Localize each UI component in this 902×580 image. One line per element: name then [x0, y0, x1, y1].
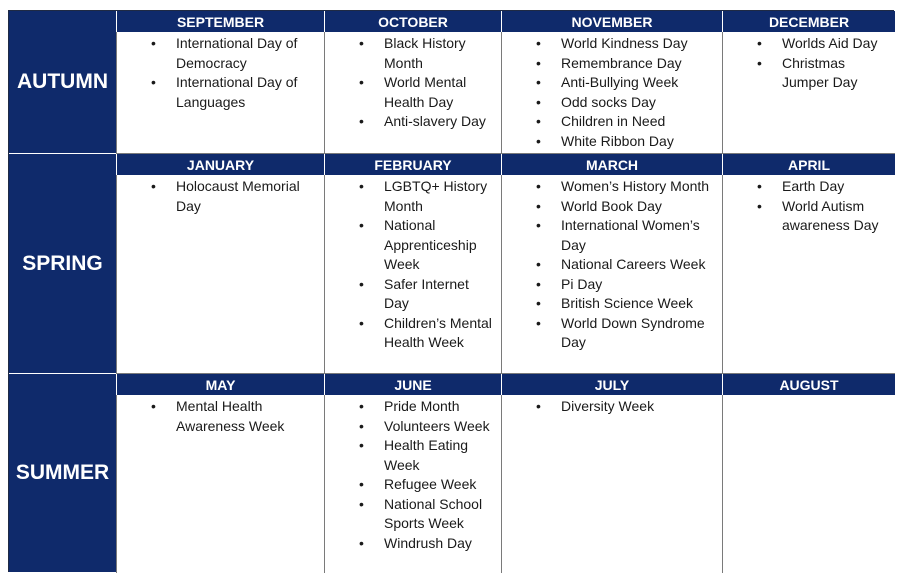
event-item: • World Kindness Day [502, 34, 718, 54]
event-list [502, 395, 722, 417]
month-cell-october [324, 32, 501, 154]
event-item: • World Down Syndrome Day [502, 314, 718, 353]
event-item: • Volunteers Week [325, 417, 497, 437]
month-header-july: JULY [501, 374, 722, 395]
month-header-may: MAY [116, 374, 324, 395]
season-label-summer: SUMMER [9, 374, 116, 573]
month-cell-june [324, 395, 501, 573]
event-item: • White Ribbon Day [502, 132, 718, 152]
event-item: • Safer Internet Day [325, 275, 497, 314]
event-item: • Children in Need [502, 112, 718, 132]
event-item: • Women’s History Month [502, 177, 718, 197]
season-label-autumn: AUTUMN [9, 11, 116, 154]
month-header-april: APRIL [722, 154, 895, 175]
event-item: • Windrush Day [325, 534, 497, 554]
event-list [723, 175, 895, 236]
event-item: • Remembrance Day [502, 54, 718, 74]
event-item: • Children’s Mental Health Week [325, 314, 497, 353]
event-item: • Earth Day [723, 177, 891, 197]
event-item: • LGBTQ+ History Month [325, 177, 497, 216]
event-item: • Worlds Aid Day [723, 34, 891, 54]
month-header-february: FEBRUARY [324, 154, 501, 175]
event-item: • National School Sports Week [325, 495, 497, 534]
event-list [117, 395, 324, 436]
event-item: • Anti-Bullying Week [502, 73, 718, 93]
month-cell-february [324, 175, 501, 374]
month-header-october: OCTOBER [324, 11, 501, 32]
event-item: • Refugee Week [325, 475, 497, 495]
event-item: • National Apprenticeship Week [325, 216, 497, 275]
month-header-december: DECEMBER [722, 11, 895, 32]
event-item: • Black History Month [325, 34, 497, 73]
month-cell-march [501, 175, 722, 374]
event-item: • Christmas Jumper Day [723, 54, 891, 93]
event-item: • International Day of Democracy [117, 34, 320, 73]
event-item: • World Book Day [502, 197, 718, 217]
month-header-june: JUNE [324, 374, 501, 395]
event-item: • International Women’s Day [502, 216, 718, 255]
month-header-august: AUGUST [722, 374, 895, 395]
month-cell-april [722, 175, 895, 374]
event-item: • Diversity Week [502, 397, 718, 417]
event-list [325, 395, 501, 553]
month-header-january: JANUARY [116, 154, 324, 175]
event-list [325, 175, 501, 353]
event-list [325, 32, 501, 132]
event-list [117, 32, 324, 112]
event-list [117, 175, 324, 216]
event-item: • Mental Health Awareness Week [117, 397, 320, 436]
month-cell-may [116, 395, 324, 573]
month-cell-november [501, 32, 722, 154]
month-header-september: SEPTEMBER [116, 11, 324, 32]
event-list [502, 32, 722, 151]
month-cell-january [116, 175, 324, 374]
calendar-table [8, 10, 894, 572]
event-item: • Anti-slavery Day [325, 112, 497, 132]
month-cell-december [722, 32, 895, 154]
month-cell-july [501, 395, 722, 573]
season-label-spring: SPRING [9, 154, 116, 374]
event-item: • International Day of Languages [117, 73, 320, 112]
event-item: • Pi Day [502, 275, 718, 295]
month-cell-september [116, 32, 324, 154]
month-cell-august [722, 395, 895, 573]
event-item: • World Autism awareness Day [723, 197, 891, 236]
event-item: • Holocaust Memorial Day [117, 177, 320, 216]
event-item: • Health Eating Week [325, 436, 497, 475]
event-item: • British Science Week [502, 294, 718, 314]
event-item: • Odd socks Day [502, 93, 718, 113]
event-list [723, 32, 895, 93]
event-item: • Pride Month [325, 397, 497, 417]
event-item: • World Mental Health Day [325, 73, 497, 112]
event-item: • National Careers Week [502, 255, 718, 275]
event-list [502, 175, 722, 353]
month-header-march: MARCH [501, 154, 722, 175]
month-header-november: NOVEMBER [501, 11, 722, 32]
event-list [723, 395, 895, 397]
